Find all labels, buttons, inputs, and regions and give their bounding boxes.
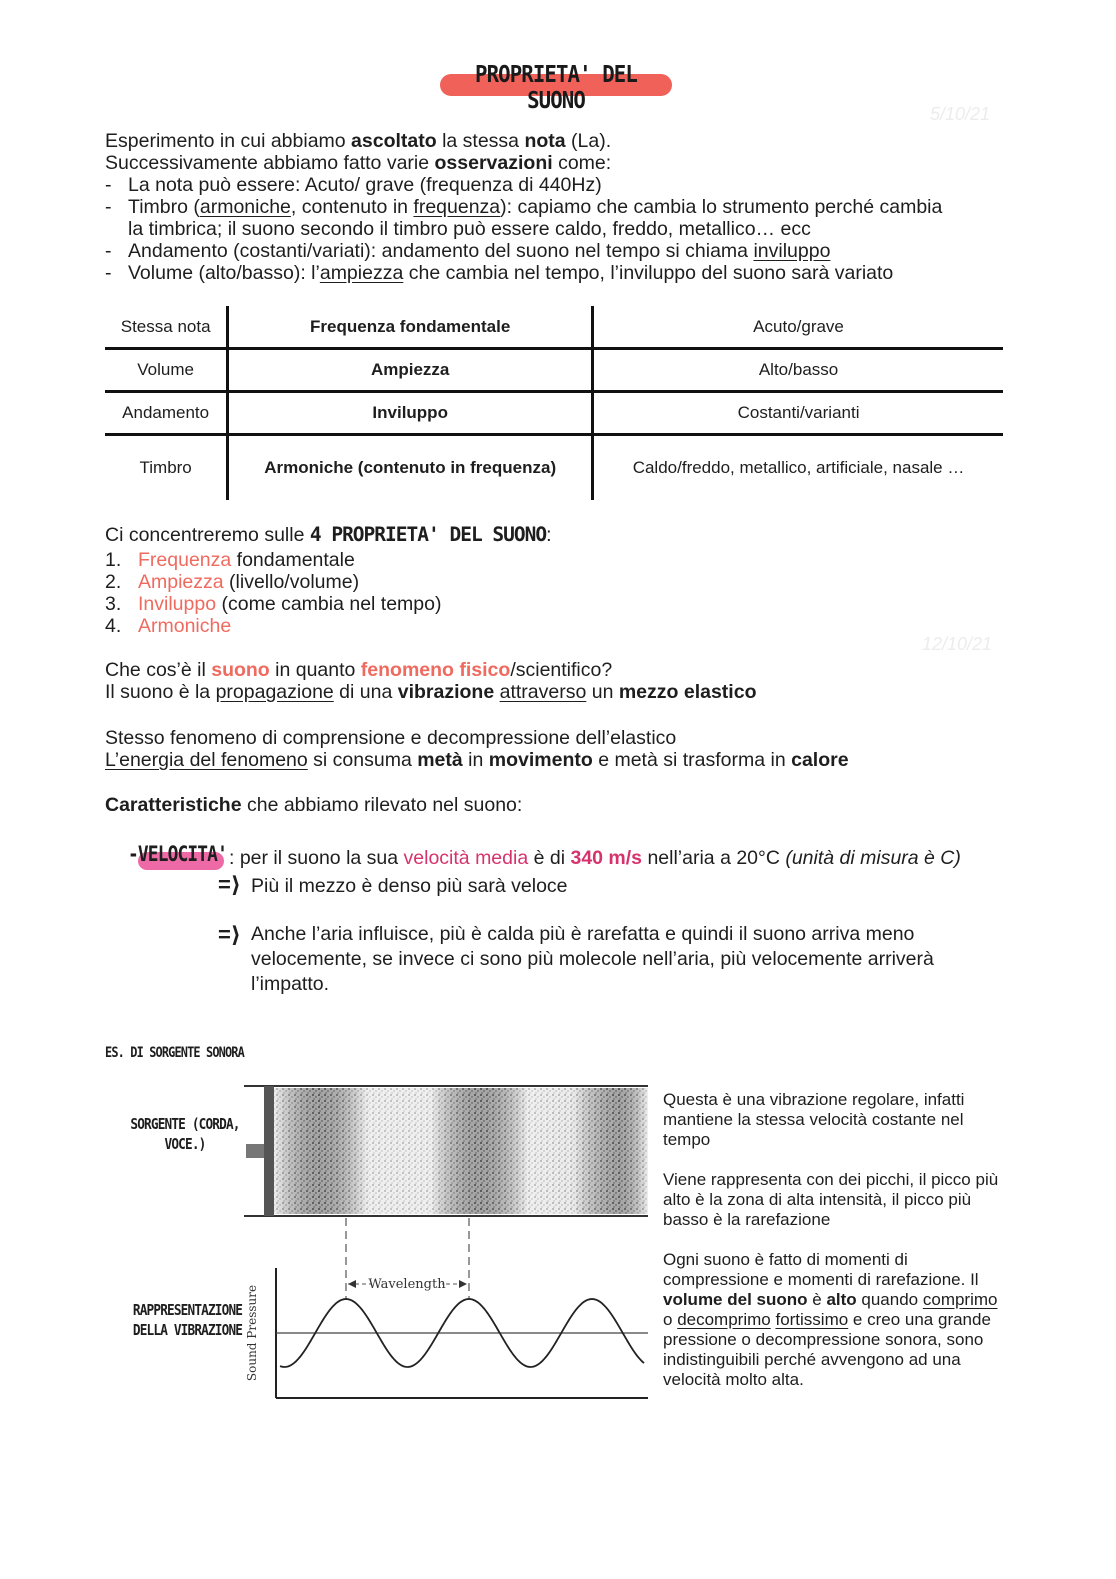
source-plate [264, 1086, 274, 1216]
properties-list [105, 549, 441, 637]
table-cell: Costanti/varianti [593, 392, 1003, 435]
representation-label: RAPPRESENTAZIONE DELLA VIBRAZIONE [132, 1301, 243, 1339]
velocita-point-1: Più il mezzo è denso più sarà veloce [251, 875, 568, 897]
properties-table [105, 306, 1003, 500]
example-title: ES. DI SORGENTE SONORA [105, 1045, 244, 1061]
bullet-dash: - [105, 174, 112, 196]
table-cell: Stessa nota [105, 306, 228, 349]
bullet-andamento-text: Andamento (costanti/variati): andamento del suono nel tempo si chiama inviluppo [128, 240, 831, 262]
list-item: 4. Armoniche [105, 615, 232, 637]
table-cell: Armoniche (contenuto in frequenza) [228, 435, 593, 501]
table-cell: Ampiezza [228, 349, 593, 392]
table-cell: Alto/basso [593, 349, 1003, 392]
table-cell: Acuto/grave [593, 306, 1003, 349]
bullet-timbro-text: Timbro (armoniche, contenuto in frequenza): capiamo che cambia lo strumento perché cambia [128, 196, 943, 218]
compression-bands [274, 1088, 648, 1214]
bullet-dash: - [105, 196, 112, 218]
title-block [440, 62, 672, 114]
fenomeno-line: Stesso fenomeno di comprensione e decompressione dell’elastico [105, 727, 677, 749]
bullet-nota-text: La nota può essere: Acuto/ grave (frequenza di 440Hz) [128, 174, 602, 196]
table-row [105, 349, 1003, 392]
intro-line-2: Successivamente abbiamo fatto varie osservazioni come: [105, 152, 612, 174]
table-row [105, 306, 1003, 349]
list-item: 3. Inviluppo (come cambia nel tempo) [105, 593, 442, 615]
implies-arrow-icon: =⟩ [218, 922, 241, 947]
table-row [105, 435, 1003, 501]
implies-arrow-icon: =⟩ [218, 872, 241, 897]
explanation-p1: Questa è una vibrazione regolare, infatti mantiene la stessa velocità costante nel tempo [663, 1090, 965, 1149]
velocita-label: -VELOCITA' [128, 842, 227, 866]
explanation-text [663, 1090, 1008, 1410]
list-item: 2. Ampiezza (livello/volume) [105, 571, 360, 593]
table-cell: Timbro [139, 458, 192, 477]
table-row [105, 392, 1003, 435]
explanation-p2: Viene rappresenta con dei picchi, il picco più alto è la zona di alta intensità, il picco più basso è la rarefazione [663, 1170, 999, 1229]
wavelength-label: Wavelength [368, 1277, 446, 1292]
table-cell: Andamento [105, 392, 228, 435]
arrow-head-icon [348, 1280, 356, 1288]
list-item: 1. Frequenza fondamentale [105, 549, 355, 571]
sound-wave-diagram [240, 1082, 660, 1412]
arrow-head-icon [459, 1280, 467, 1288]
question-line: Che cos’è il suono in quanto fenomeno fisico/scientifico? [105, 659, 613, 681]
table-cell: Frequenza fondamentale [228, 306, 593, 349]
source-piston [246, 1144, 264, 1158]
definition-line: Il suono è la propagazione di una vibrazione attraverso un mezzo elastico [105, 681, 757, 703]
date-first: 5/10/21 [930, 104, 991, 124]
velocita-point-2: Anche l’aria influisce, più è calda più è rarefatta e quindi il suono arriva meno velocemente, se invece ci sono più molecole nell’aria, più velocemente arriverà l’impatto. [251, 923, 934, 995]
source-label: SORGENTE (CORDA, VOCE.) [130, 1115, 240, 1153]
bullet-dash: - [105, 240, 112, 262]
props-intro: Ci concentreremo sulle 4 PROPRIETA' DEL SUONO: [105, 523, 552, 546]
table-cell: Volume [105, 349, 228, 392]
velocita-line: : per il suono la sua velocità media è di 340 m/s nell’aria a 20°C (unità di misura è C) [229, 847, 961, 869]
axis-label: Sound Pressure [245, 1284, 259, 1382]
page-title: PROPRIETA' DEL SUONO [475, 62, 637, 114]
explanation-p3: Ogni suono è fatto di momenti di compressione e momenti di rarefazione. Il volume del suono è alto quando comprimo o decomprimo fortissimo e creo una grande pressione o decompressione sonora, sono indistinguibili perché avvengono ad una velocità molto alta. [663, 1250, 998, 1389]
table-cell: Inviluppo [228, 392, 593, 435]
date-second: 12/10/21 [922, 634, 993, 654]
caratteristiche-line: Caratteristiche che abbiamo rilevato nel suono: [105, 794, 523, 816]
bullet-dash: - [105, 262, 112, 284]
velocita-label-block [128, 842, 226, 870]
bullet-volume-text: Volume (alto/basso): l’ampiezza che cambia nel tempo, l’inviluppo del suono sarà variato [128, 262, 894, 284]
intro-line-1: Esperimento in cui abbiamo ascoltato la stessa nota (La). [105, 130, 612, 152]
table-cell: Caldo/freddo, metallico, artificiale, nasale … [632, 458, 965, 477]
energia-line: L’energia del fenomeno si consuma metà in movimento e metà si trasforma in calore [105, 749, 849, 771]
bullet-timbro-text-2: la timbrica; il suono secondo il timbro può essere caldo, freddo, metallico… ecc [128, 218, 811, 240]
